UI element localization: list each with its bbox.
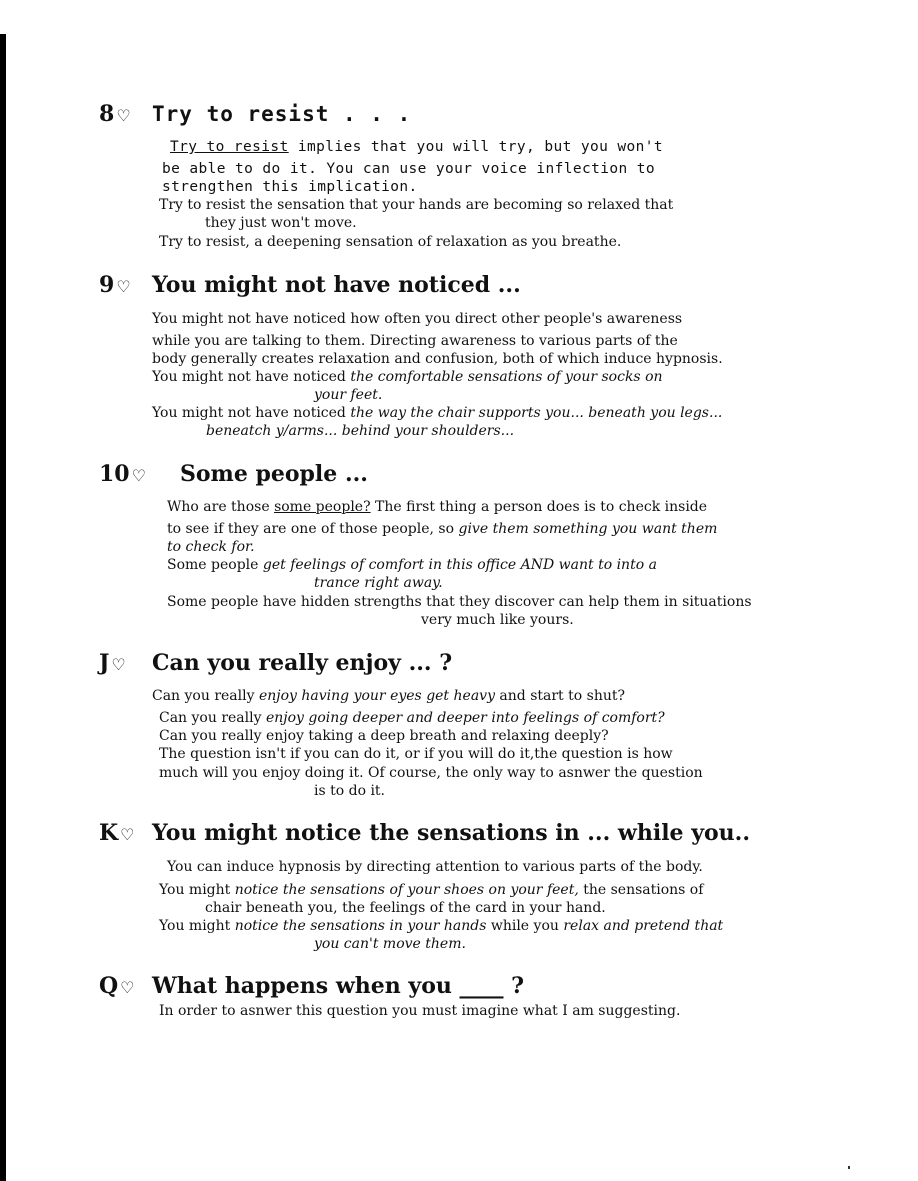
body-line: You might not have noticed the way the chair supports you... beneath you legs... xyxy=(152,405,723,421)
body-line: while you are talking to them. Directing awareness to various parts of the xyxy=(152,333,678,349)
section-title: Try to resist . . . xyxy=(152,102,412,126)
body-line: beneatch y/arms... behind your shoulders... xyxy=(206,423,515,439)
body-line: Some people get feelings of comfort in this office AND want to into a xyxy=(167,557,657,573)
body-line: You can induce hypnosis by directing attention to various parts of the body. xyxy=(167,859,703,875)
body-line: strengthen this implication. xyxy=(162,179,418,195)
section-title: Can you really enjoy ... ? xyxy=(152,650,453,676)
body-line: You might not have noticed how often you direct other people's awareness xyxy=(152,311,683,327)
heart-icon: ♡ xyxy=(120,825,135,844)
body-line: Who are those some people? The first thing a person does is to check inside xyxy=(167,499,708,515)
body-line: your feet. xyxy=(314,387,383,403)
section-title: Some people ... xyxy=(180,461,368,487)
section-number: Q ♡ xyxy=(99,973,135,999)
section-number: 8 ♡ xyxy=(99,101,131,127)
body-line: Try to resist the sensation that your hands are becoming so relaxed that xyxy=(159,197,674,213)
body-line: you can't move them. xyxy=(314,936,466,952)
body-line: Some people have hidden strengths that they discover can help them in situations xyxy=(167,594,752,610)
section-title: What happens when you ____ ? xyxy=(152,973,525,999)
section-number: 9 ♡ xyxy=(99,272,131,298)
body-line: is to do it. xyxy=(314,783,386,799)
body-line: to check for. xyxy=(167,539,255,555)
section-number: K ♡ xyxy=(99,820,135,846)
section-number: J ♡ xyxy=(99,650,126,676)
heart-icon: ♡ xyxy=(111,655,126,674)
body-line: In order to asnwer this question you must imagine what I am suggesting. xyxy=(159,1003,681,1019)
body-line: You might notice the sensations in your hands while you relax and pretend that xyxy=(159,918,724,934)
body-line: to see if they are one of those people, so give them something you want them xyxy=(167,521,718,537)
body-line: You might notice the sensations of your shoes on your feet, the sensations of xyxy=(159,882,704,898)
heart-icon: ♡ xyxy=(131,466,146,485)
body-line: Can you really enjoy going deeper and deeper into feelings of comfort? xyxy=(159,710,665,726)
page-edge-bar xyxy=(0,34,6,1181)
section-title: You might not have noticed ... xyxy=(152,272,521,298)
body-line: very much like yours. xyxy=(421,612,574,628)
heart-icon: ♡ xyxy=(116,277,131,296)
body-line: Try to resist, a deepening sensation of relaxation as you breathe. xyxy=(159,234,622,250)
heart-icon: ♡ xyxy=(116,106,131,125)
section-title: You might notice the sensations in ... while you.. xyxy=(152,820,750,846)
section-number: 10 ♡ xyxy=(99,461,146,487)
body-line: body generally creates relaxation and confusion, both of which induce hypnosis. xyxy=(152,351,723,367)
body-line: Can you really enjoy taking a deep breath and relaxing deeply? xyxy=(159,728,609,744)
body-line: they just won't move. xyxy=(205,215,357,231)
body-line: much will you enjoy doing it. Of course, the only way to asnwer the question xyxy=(159,765,703,781)
body-line: chair beneath you, the feelings of the card in your hand. xyxy=(205,900,606,916)
body-line: trance right away. xyxy=(314,575,443,591)
scan-speck xyxy=(848,1166,850,1169)
heart-icon: ♡ xyxy=(120,978,135,997)
body-line: Can you really enjoy having your eyes get heavy and start to shut? xyxy=(152,688,625,704)
body-line: The question isn't if you can do it, or if you will do it,the question is how xyxy=(159,746,673,762)
body-line: You might not have noticed the comfortable sensations of your socks on xyxy=(152,369,663,385)
body-line: Try to resist implies that you will try, but you won't xyxy=(170,139,664,155)
body-line: be able to do it. You can use your voice inflection to xyxy=(162,161,656,177)
